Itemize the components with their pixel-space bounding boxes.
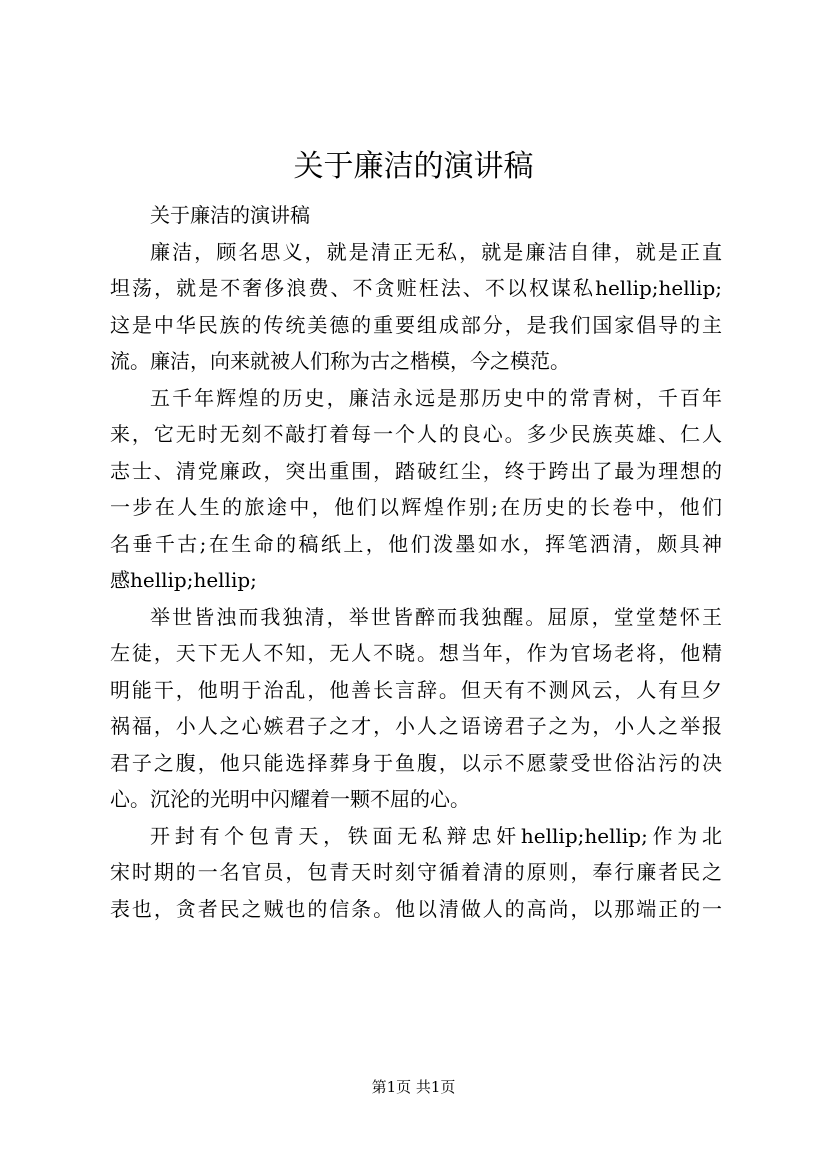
paragraph-3-line-2: 左徒，天下无人不知，无人不晓。想当年，作为官场老将，他精 — [110, 641, 722, 665]
document-title: 关于廉洁的演讲稿 — [293, 149, 534, 184]
paragraph-1-line-1: 廉洁，顾名思义，就是清正无私，就是廉洁自律，就是正直 — [150, 239, 722, 264]
paragraph-3-line-6: 心。沉沦的光明中闪耀着一颗不屈的心。 — [110, 787, 470, 811]
paragraph-2-line-6: 感hellip;hellip; — [110, 568, 257, 592]
paragraph-3-line-4: 祸福，小人之心嫉君子之才，小人之语谤君子之为，小人之举报 — [110, 714, 722, 738]
subtitle-line: 关于廉洁的演讲稿 — [150, 203, 310, 227]
paragraph-2-line-2: 来，它无时无刻不敲打着每一个人的良心。多少民族英雄、仁人 — [110, 422, 722, 446]
paragraph-2-line-5: 名垂千古;在生命的稿纸上，他们泼墨如水，挥笔洒清，颇具神 — [110, 531, 722, 556]
paragraph-1-line-4: 流。廉洁，向来就被人们称为古之楷模，今之模范。 — [110, 349, 570, 373]
paragraph-3-line-1: 举世皆浊而我独清，举世皆醉而我独醒。屈原，堂堂楚怀王 — [150, 604, 722, 629]
paragraph-4-line-3: 表也，贪者民之贼也的信条。他以清做人的高尚，以那端正的一 — [110, 896, 722, 921]
paragraph-1-line-2: 坦荡，就是不奢侈浪费、不贪赃枉法、不以权谋私hellip;hellip; — [110, 276, 722, 300]
paragraph-2-line-4: 一步在人生的旅途中，他们以辉煌作别;在历史的长卷中，他们 — [110, 495, 722, 519]
paragraph-2-line-3: 志士、清党廉政，突出重围，踏破红尘，终于跨出了最为理想的 — [110, 458, 722, 483]
paragraph-3-line-5: 君子之腹，他只能选择葬身于鱼腹，以示不愿蒙受世俗沾污的决 — [110, 750, 722, 775]
paragraph-1-line-3: 这是中华民族的传统美德的重要组成部分，是我们国家倡导的主 — [110, 312, 722, 337]
paragraph-4-line-1: 开封有个包青天，铁面无私辩忠奸hellip;hellip;作为北 — [150, 823, 722, 848]
page-number-footer: 第1页 共1页 — [371, 1078, 456, 1096]
paragraph-4-line-2: 宋时期的一名官员，包青天时刻守循着清的原则，奉行廉者民之 — [110, 860, 722, 884]
document-body — [110, 197, 722, 927]
paragraph-2-line-1: 五千年辉煌的历史，廉洁永远是那历史中的常青树，千百年 — [150, 385, 722, 410]
paragraph-3-line-3: 明能干，他明于治乱，他善长言辞。但天有不测风云，人有旦夕 — [110, 677, 722, 702]
